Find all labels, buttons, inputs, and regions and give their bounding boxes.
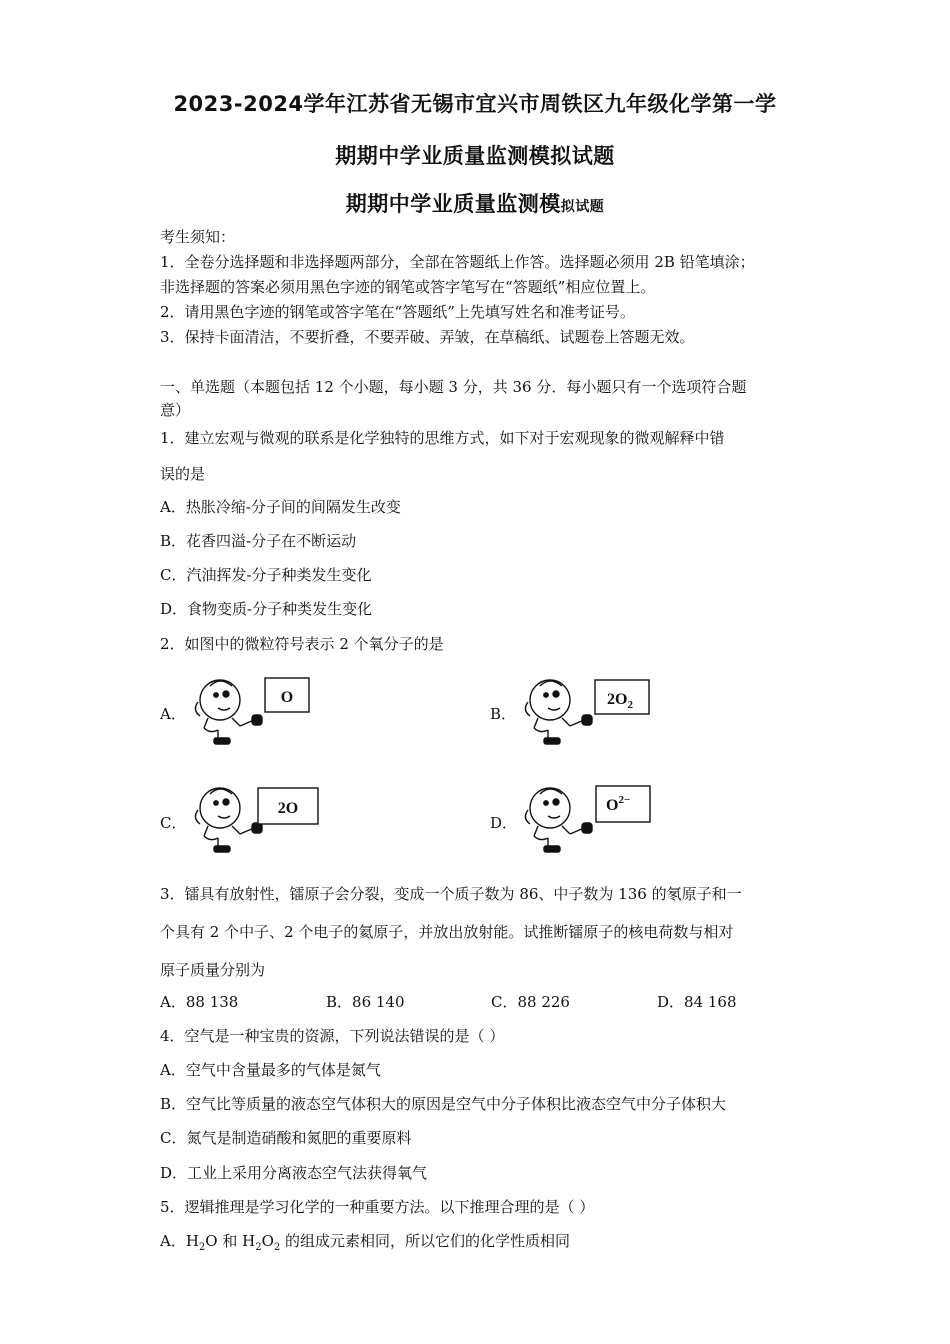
cartoon-character-icon: [195, 680, 262, 744]
q2-option-a-figure: [188, 670, 318, 752]
q1-option-c: C．汽油挥发-分子种类发生变化: [160, 566, 372, 584]
q3-option-a: A．88 138: [160, 993, 239, 1011]
q4-option-d: D．工业上采用分离液态空气法获得氧气: [160, 1164, 428, 1182]
q2-option-a-label: A．: [160, 705, 186, 723]
q2-option-d-label: D．: [490, 814, 518, 832]
section1-heading-a: 一、单选题（本题包括 12 个小题，每小题 3 分，共 36 分．每小题只有一个选项符合题: [160, 378, 747, 396]
q3-stem-a: 3．镭具有放射性，镭原子会分裂，变成一个质子数为 86、中子数为 136 的氡原子和一: [160, 885, 742, 903]
q5-option-a: A．$H_2O$ 和 $H_2O_2$ 的组成元素相同，所以它们的化学性质相同: [160, 1232, 571, 1253]
exam-title-line3-big: 期期中学业质量监测模: [345, 192, 561, 216]
q4-stem: 4．空气是一种宝贵的资源，下列说法错误的是（ ）: [160, 1027, 505, 1045]
q1-option-d: D．食物变质-分子种类发生变化: [160, 600, 373, 618]
exam-title-line2: 期期中学业质量监测模拟试题: [335, 144, 615, 168]
q4-option-c: C．氮气是制造硝酸和氮肥的重要原料: [160, 1129, 412, 1147]
q2-stem: 2．如图中的微粒符号表示 2 个氧分子的是: [160, 635, 444, 653]
exam-title-line3-small: 拟试题: [560, 199, 605, 215]
q2-option-b-sign: $2O_2$: [607, 691, 633, 711]
cartoon-character-icon: [525, 788, 592, 852]
q2-option-d-figure: [518, 776, 658, 860]
cartoon-character-icon: [525, 680, 592, 744]
q1-stem-b: 误的是: [160, 465, 206, 483]
notice-heading: 考生须知：: [160, 228, 236, 246]
q2-option-c-label: C．: [160, 814, 187, 832]
q4-option-a: A．空气中含量最多的气体是氮气: [160, 1061, 381, 1079]
q3-options: [160, 992, 780, 1012]
q4-option-b: B．空气比等质量的液态空气体积大的原因是空气中分子体积比液态空气中分子体积大: [160, 1095, 727, 1113]
q3-option-d: D．84 168: [657, 993, 737, 1011]
exam-title-line3: [0, 188, 950, 218]
q2-option-a-sign: O: [280, 689, 294, 706]
q3-option-b: B．86 140: [326, 993, 405, 1011]
notice-item-2: 2．请用黑色字迹的钢笔或答字笔在“答题纸”上先填写姓名和准考证号。: [160, 303, 635, 321]
q3-stem-c: 原子质量分别为: [160, 961, 266, 979]
cartoon-character-icon: [195, 788, 262, 852]
q3-stem-b: 个具有 2 个中子、2 个电子的氦原子，并放出放射能。试推断镭原子的核电荷数与相对: [160, 923, 734, 941]
notice-item-1a: 1．全卷分选择题和非选择题两部分，全部在答题纸上作答。选择题必须用 2B 铅笔填涂；: [160, 253, 755, 271]
q2-option-c-sign: 2O: [277, 800, 299, 817]
exam-title-line1: 2023-2024学年江苏省无锡市宜兴市周铁区九年级化学第一学: [173, 92, 777, 116]
notice-item-3: 3．保持卡面清洁，不要折叠，不要弄破、弄皱，在草稿纸、试题卷上答题无效。: [160, 328, 695, 346]
q1-option-b: B．花香四溢-分子在不断运动: [160, 532, 357, 550]
q2-option-b-figure: [518, 670, 658, 752]
q3-option-c: C．88 226: [491, 993, 570, 1011]
q1-stem-a: 1．建立宏观与微观的联系是化学独特的思维方式，如下对于宏观现象的微观解释中错: [160, 429, 725, 447]
q2-option-b-label: B．: [490, 705, 517, 723]
q2-option-d-sign: $O^{2-}$: [606, 794, 631, 814]
q1-option-a: A．热胀冷缩-分子间的间隔发生改变: [160, 498, 401, 516]
notice-item-1b: 非选择题的答案必须用黑色字迹的钢笔或答字笔写在“答题纸”相应位置上。: [160, 278, 656, 296]
q2-option-c-figure: [188, 778, 328, 860]
q5-stem: 5．逻辑推理是学习化学的一种重要方法。以下推理合理的是（ ）: [160, 1198, 595, 1216]
section1-heading-b: 意）: [160, 401, 191, 419]
